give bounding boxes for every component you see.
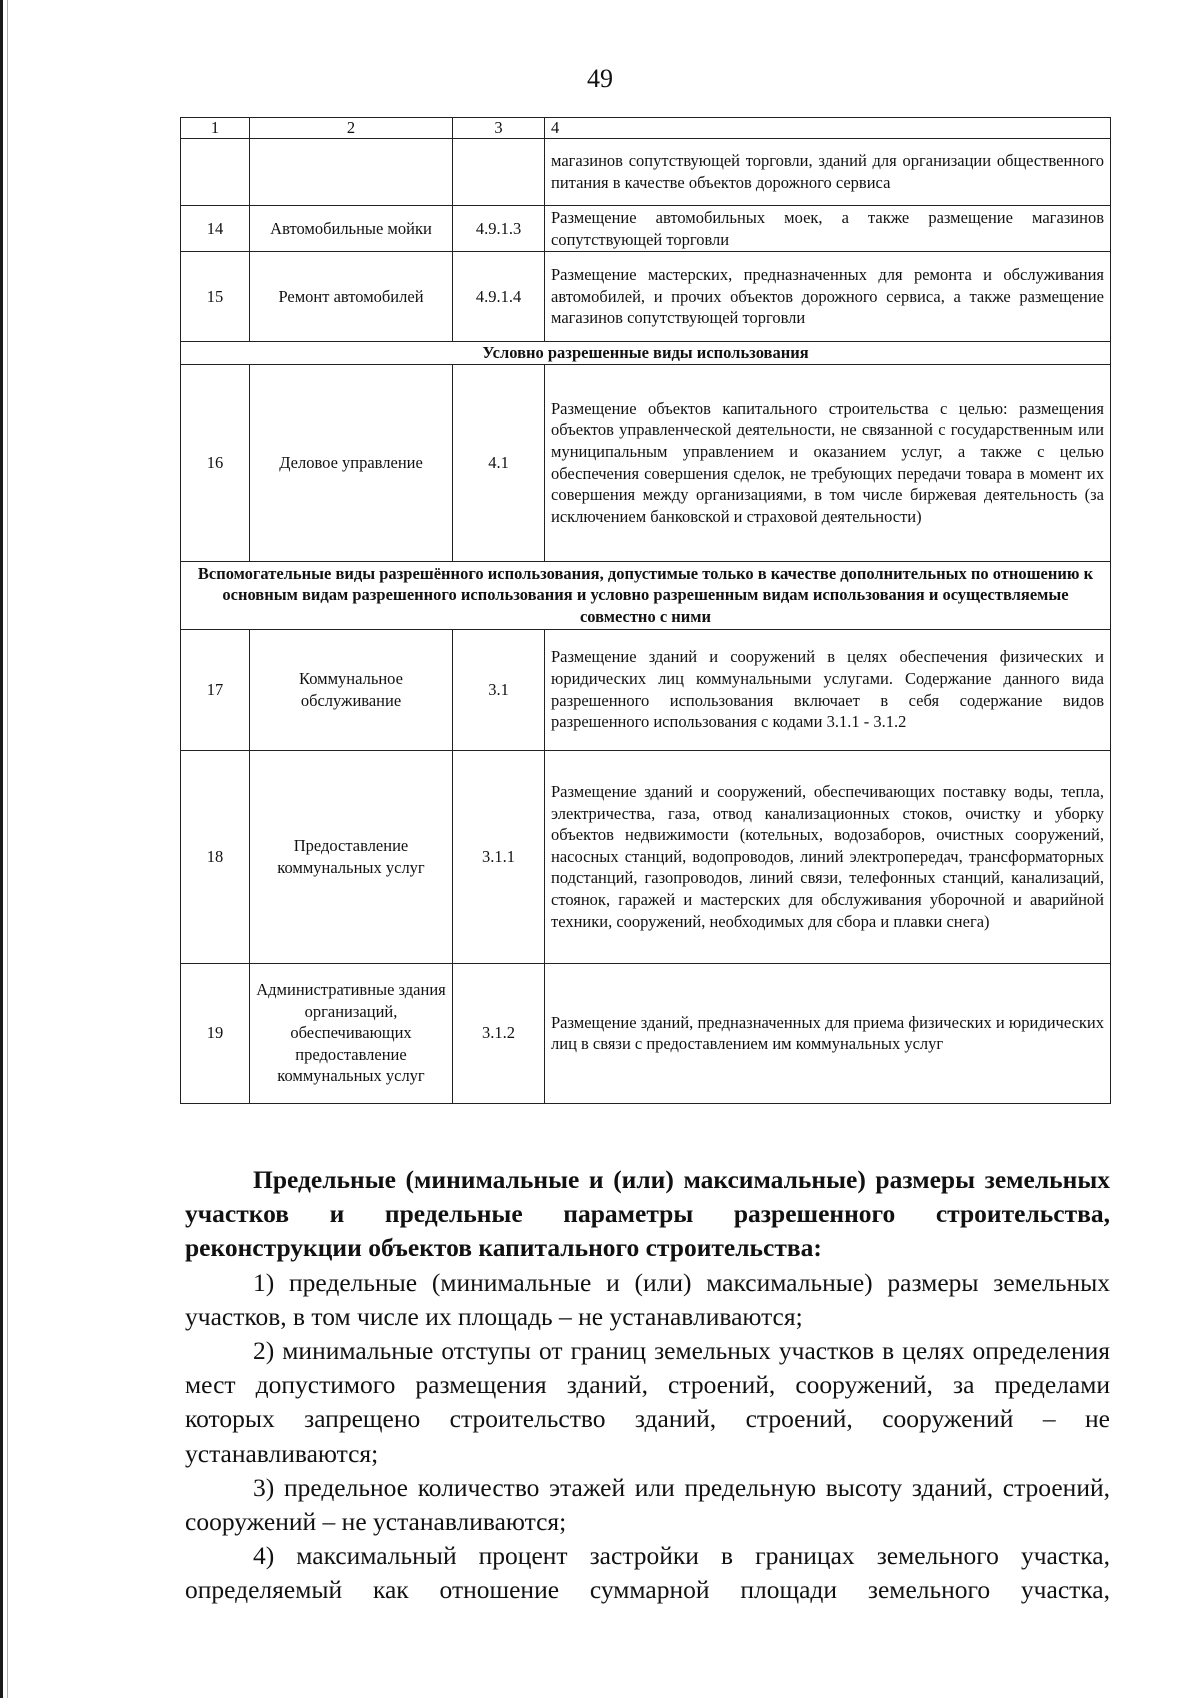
paragraph-1: 1) предельные (минимальные и (или) максимальные) размеры земельных участков, в том числе их площадь – не устанавливаются; bbox=[185, 1267, 1110, 1331]
row-description: Размещение объектов капитального строительства с целью: размещения объектов управленческой деятельности, не связанной с государственным или муниципальным управлением и оказанием услуг, а также с целью обеспечения совершения сделок, не требующих передачи товара в момент их совершения между организациями, в том числе биржевая деятельность (за исключением банковской и страховой деятельности) bbox=[545, 364, 1111, 561]
row-code: 3.1.2 bbox=[453, 963, 545, 1103]
table-header-row bbox=[181, 118, 1111, 139]
paragraph-4: 4) максимальный процент застройки в границах земельного участка, определяемый как отношение суммарной площади земельного участка, bbox=[185, 1541, 1110, 1605]
row-number: 15 bbox=[181, 252, 250, 342]
row-name: Коммунальное обслуживание bbox=[250, 629, 453, 750]
row-name: Деловое управление bbox=[250, 364, 453, 561]
section-row bbox=[181, 561, 1111, 629]
header-col-4: 4 bbox=[545, 118, 1111, 139]
parameters-heading: Предельные (минимальные и (или) максимальные) размеры земельных участков и предельные параметры разрешенного строительства, реконструкции объектов капитального строительства: bbox=[185, 1165, 1110, 1263]
header-col-2: 2 bbox=[250, 118, 453, 139]
row-name: Ремонт автомобилей bbox=[250, 252, 453, 342]
section-auxiliary-title: Вспомогательные виды разрешённого использования, допустимые только в качестве дополнительных по отношению к основным видам разрешенного использования и условно разрешенным видам использования и осуществляемые совместно с ними bbox=[181, 561, 1111, 629]
row-code: 4.1 bbox=[453, 364, 545, 561]
scan-border-left bbox=[0, 0, 3, 1698]
row-code: 4.9.1.3 bbox=[453, 206, 545, 252]
table-row bbox=[181, 629, 1111, 750]
row-number: 14 bbox=[181, 206, 250, 252]
row-name bbox=[250, 139, 453, 206]
row-code bbox=[453, 139, 545, 206]
scan-border-line bbox=[7, 0, 8, 1698]
row-description: Размещение мастерских, предназначенных для ремонта и обслуживания автомобилей, и прочих объектов дорожного сервиса, а также размещение магазинов сопутствующей торговли bbox=[545, 252, 1111, 342]
section-conditional-title: Условно разрешенные виды использования bbox=[181, 342, 1111, 365]
row-code: 4.9.1.4 bbox=[453, 252, 545, 342]
row-number: 18 bbox=[181, 750, 250, 963]
row-name: Предоставление коммунальных услуг bbox=[250, 750, 453, 963]
table-row bbox=[181, 206, 1111, 252]
table-row bbox=[181, 750, 1111, 963]
header-col-3: 3 bbox=[453, 118, 545, 139]
row-code: 3.1.1 bbox=[453, 750, 545, 963]
row-number: 19 bbox=[181, 963, 250, 1103]
table-row bbox=[181, 963, 1111, 1103]
row-description: Размещение зданий и сооружений в целях обеспечения физических и юридических лиц коммунальными услугами. Содержание данного вида разрешенного использования включает в себя содержание видов разрешенного использования с кодами 3.1.1 - 3.1.2 bbox=[545, 629, 1111, 750]
paragraph-3: 3) предельное количество этажей или предельную высоту зданий, строений, сооружений – не устанавливаются; bbox=[185, 1472, 1110, 1537]
table-row bbox=[181, 364, 1111, 561]
row-description: Размещение зданий и сооружений, обеспечивающих поставку воды, тепла, электричества, газа, отвод канализационных стоков, очистку и уборку объектов недвижимости (котельных, водозаборов, очистных сооружений, насосных станций, водопроводов, линий электропередач, трансформаторных подстанций, газопроводов, линий связи, телефонных станций, канализаций, стоянок, гаражей и мастерских для обслуживания уборочной и аварийной техники, сооружений, необходимых для сбора и плавки снега) bbox=[545, 750, 1111, 963]
row-code: 3.1 bbox=[453, 629, 545, 750]
row-description: Размещение зданий, предназначенных для приема физических и юридических лиц в связи с предоставлением им коммунальных услуг bbox=[545, 963, 1111, 1103]
table-row bbox=[181, 139, 1111, 206]
parameters-section bbox=[185, 1163, 1110, 1608]
row-description: Размещение автомобильных моек, а также размещение магазинов сопутствующей торговли bbox=[545, 206, 1111, 252]
header-col-1: 1 bbox=[181, 118, 250, 139]
page-number: 49 bbox=[587, 64, 613, 93]
section-row bbox=[181, 342, 1111, 365]
land-use-table bbox=[180, 117, 1111, 1104]
row-name: Административные здания организаций, обеспечивающих предоставление коммунальных услуг bbox=[250, 963, 453, 1103]
row-name: Автомобильные мойки bbox=[250, 206, 453, 252]
row-description: магазинов сопутствующей торговли, зданий для организации общественного питания в качестве объектов дорожного сервиса bbox=[545, 139, 1111, 206]
row-number bbox=[181, 139, 250, 206]
table-row bbox=[181, 252, 1111, 342]
row-number: 16 bbox=[181, 364, 250, 561]
row-number: 17 bbox=[181, 629, 250, 750]
paragraph-2: 2) минимальные отступы от границ земельных участков в целях определения мест допустимого размещения зданий, строений, сооружений, за пределами которых запрещено строительство зданий, строений, сооружений – не устанавливаются; bbox=[185, 1336, 1110, 1468]
